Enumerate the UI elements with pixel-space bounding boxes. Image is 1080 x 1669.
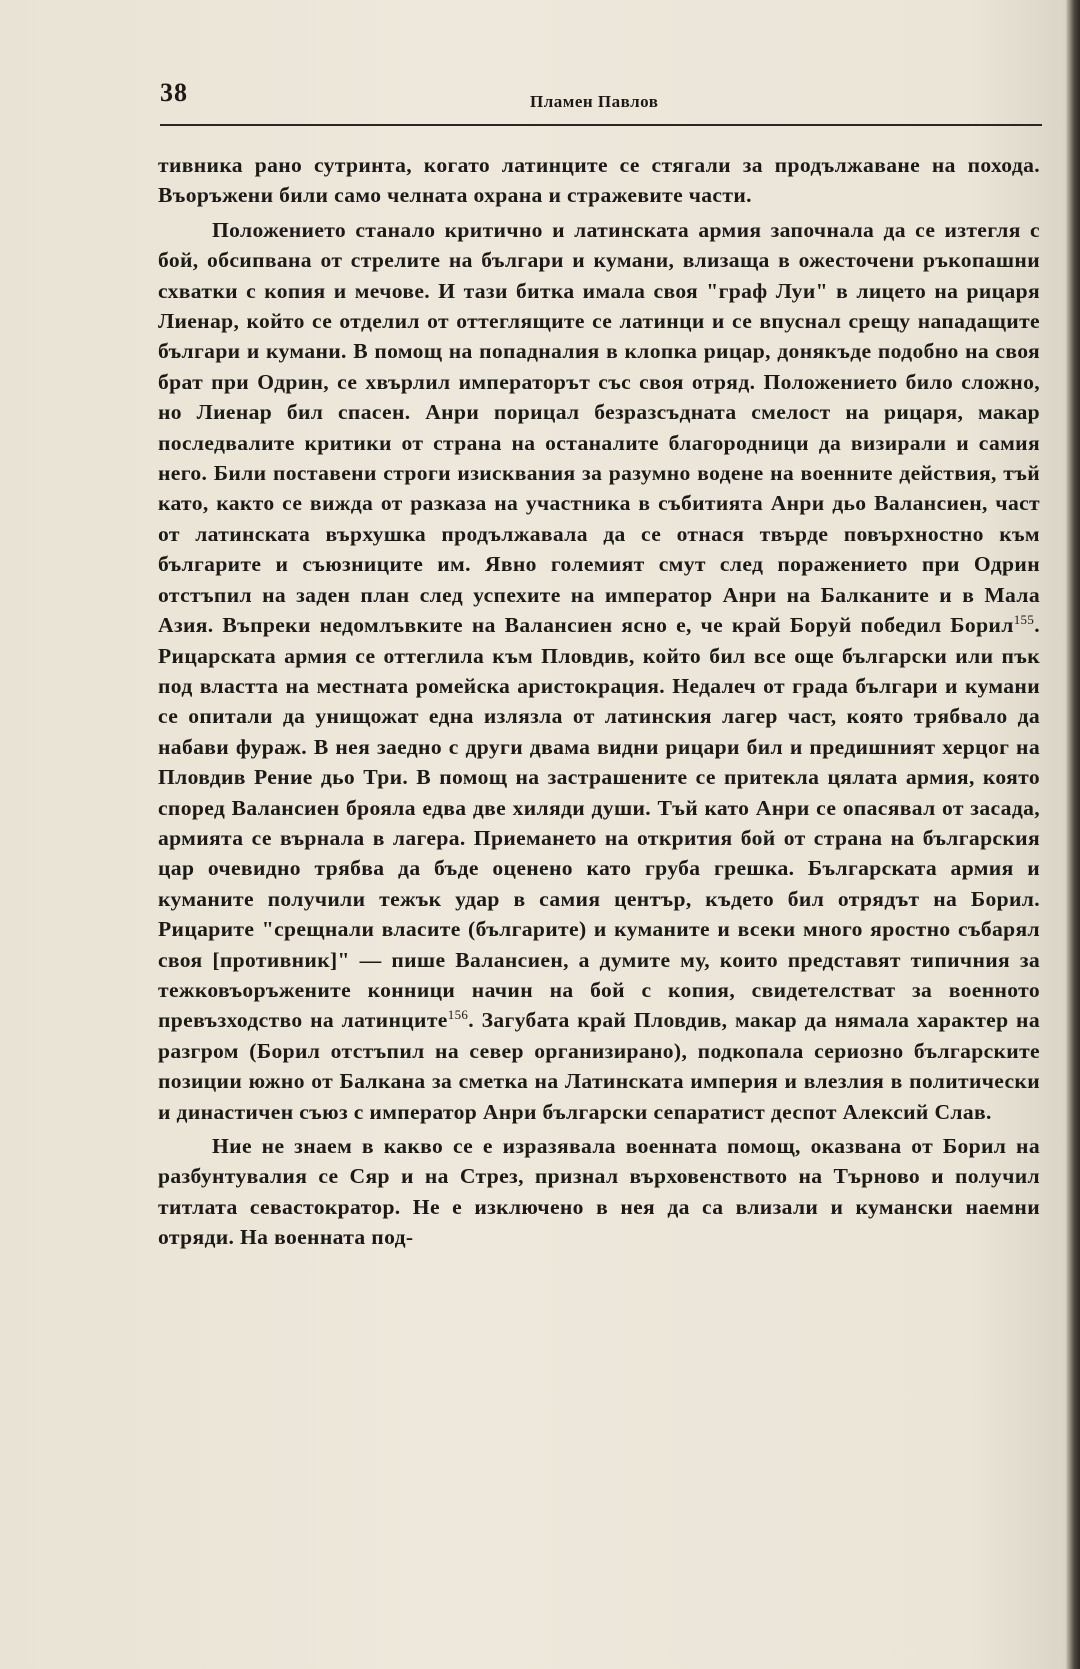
paragraph [158, 150, 1040, 211]
paragraph-text: Положението станало критично и латинската армия започнала да се изтегля с бой, обсипвана от стрелите на българи и кумани, влизаща в ожесточени ръкопашни схватки с копия и мечове. И тази битка имала своя "граф Луи" в лицето на рицаря Лиенар, който се отделил от оттеглящите се латинци и се впуснал срещу нападащите българи и кумани. В помощ на попадналия в клопка рицар, донякъде подобно на своя брат при Одрин, се хвърлил императорът със своя отряд. Положението било сложно, но Лиенар бил спасен. Анри порицал безразсъдната смелост на рицаря, макар последвалите критики от страна на останалите благородници да визирали и самия него. Били поставени строги изисквания за разумно водене на военните действия, тъй като, както се вижда от разказа на участника в събитията Анри дьо Валансиен, част от латинската върхушка продължавала да се отнася твърде повърхностно към българите и съюзниците им. Явно големият смут след поражението при Одрин отстъпил на заден план след успехите на император Анри на Балканите и в Мала Азия. Въпреки недомлъвките на Валансиен ясно е, че край Боруй победил Борил [158, 217, 1040, 638]
running-head-author: Пламен Павлов [530, 92, 659, 111]
paragraph-text: Ние не знаем в какво се е изразявала военната помощ, оказвана от Борил на разбунтувалия се Сяр и на Стрез, признал върховенството на Търново и получил титлата севастократор. Не е изключено в нея да са влизали и кумански наемни отряди. На военната под- [158, 1134, 1040, 1250]
paragraph-text: . Рицарската армия се оттеглила към Пловдив, който бил все още български или пък под властта на местната ромейска аристокрация. Недалеч от града българи и кумани се опитали да унищожат една излязла от латинския лагер част, която трябвало да набави фураж. В нея заедно с други двама видни рицари бил и предишният херцог на Пловдив Рение дьо Три. В помощ на застрашените се притекла цялата армия, която според Валансиен брояла едва две хиляди души. Тъй като Анри се опасявал от засада, армията се върнала в лагера. Приемането на открития бой от страна на българския цар очевидно трябва да бъде оценено като груба грешка. Българската армия и куманите получили тежък удар в самия център, където бил отрядът на Борил. Рицарите "срещнали власите (българите) и куманите и всеки много яростно събарял своя [противник]" — пише Валансиен, а думите му, които представят типичния за тежковъоръжените конници начин на бой с копия, свидетелстват за военното превъзходство на латинците [158, 613, 1040, 1033]
page-header [160, 78, 1040, 122]
book-spine-shadow [1066, 0, 1080, 1669]
paragraph-text: тивника рано сутринта, когато латинците се стягали за продължаване на похода. Въоръжени били само челната охрана и стражевите части. [158, 153, 1040, 208]
footnote-marker: 155 [1013, 611, 1035, 627]
header-rule [160, 124, 1042, 126]
paragraph [158, 215, 1040, 1127]
paragraph-text: . Загубата край Пловдив, макар да нямала характер на разгром (Борил отстъпил на север организирано), подкопала сериозно българските позиции южно от Балкана за сметка на Латинската империя и влезлия в политически и династичен съюз с император Анри български сепаратист деспот Алексий Слав. [158, 1008, 1040, 1124]
paragraph [158, 1131, 1040, 1253]
page-number: 38 [160, 78, 188, 107]
body-text [158, 150, 1040, 1253]
footnote-marker: 156 [447, 1007, 469, 1023]
